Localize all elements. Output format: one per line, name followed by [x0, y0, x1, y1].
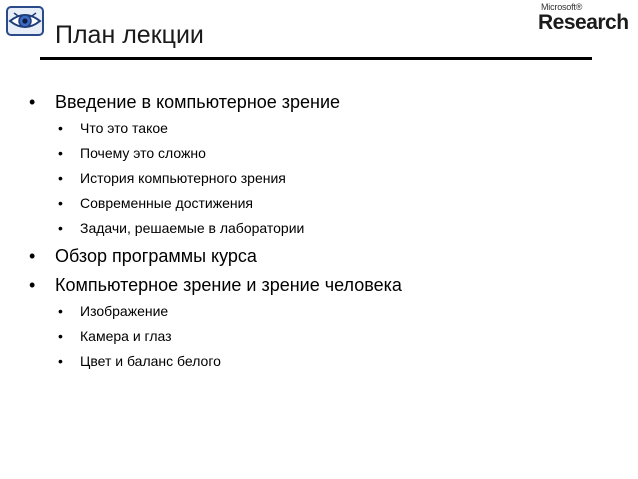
outline-item-text: Компьютерное зрение и зрение человека [55, 275, 402, 295]
microsoft-research-logo [538, 2, 634, 34]
outline-item [0, 272, 638, 298]
sub-item [0, 143, 638, 163]
sub-item [0, 326, 638, 346]
sub-item-text: Задачи, решаемые в лаборатории [80, 220, 305, 236]
brand-microsoft-text: Microsoft® [541, 2, 583, 12]
sub-item [0, 168, 638, 188]
sub-item [0, 118, 638, 138]
sub-item-text: История компьютерного зрения [80, 170, 286, 186]
sub-item-text: Изображение [80, 303, 169, 319]
bullet-icon: • [58, 145, 63, 161]
sub-item-text: Современные достижения [80, 195, 253, 211]
brand-research-text: Research [538, 11, 629, 34]
outline-item [0, 243, 638, 269]
sub-item [0, 301, 638, 321]
sub-outline [0, 301, 638, 371]
bullet-icon: • [58, 220, 63, 236]
slide-title: План лекции [55, 21, 204, 49]
bullet-icon: • [29, 275, 36, 295]
bullet-icon: • [29, 92, 36, 112]
outline-item [0, 89, 638, 115]
lecture-outline [0, 89, 638, 376]
outline-item-text: Введение в компьютерное зрение [55, 92, 341, 112]
outline-item-text: Обзор программы курса [55, 246, 257, 266]
bullet-icon: • [58, 170, 63, 186]
bullet-icon: • [58, 328, 63, 344]
bullet-icon: • [58, 353, 63, 369]
bullet-icon: • [29, 246, 36, 266]
bullet-icon: • [58, 303, 63, 319]
sub-item-text: Почему это сложно [80, 145, 206, 161]
sub-item-text: Что это такое [80, 120, 168, 136]
sub-item [0, 218, 638, 238]
bullet-icon: • [58, 120, 63, 136]
sub-item [0, 351, 638, 371]
bullet-icon: • [58, 195, 63, 211]
sub-item-text: Камера и глаз [80, 328, 172, 344]
title-divider [40, 57, 592, 60]
sub-outline [0, 118, 638, 238]
sub-item-text: Цвет и баланс белого [80, 353, 221, 369]
eye-logo-icon [5, 4, 45, 38]
sub-item [0, 193, 638, 213]
